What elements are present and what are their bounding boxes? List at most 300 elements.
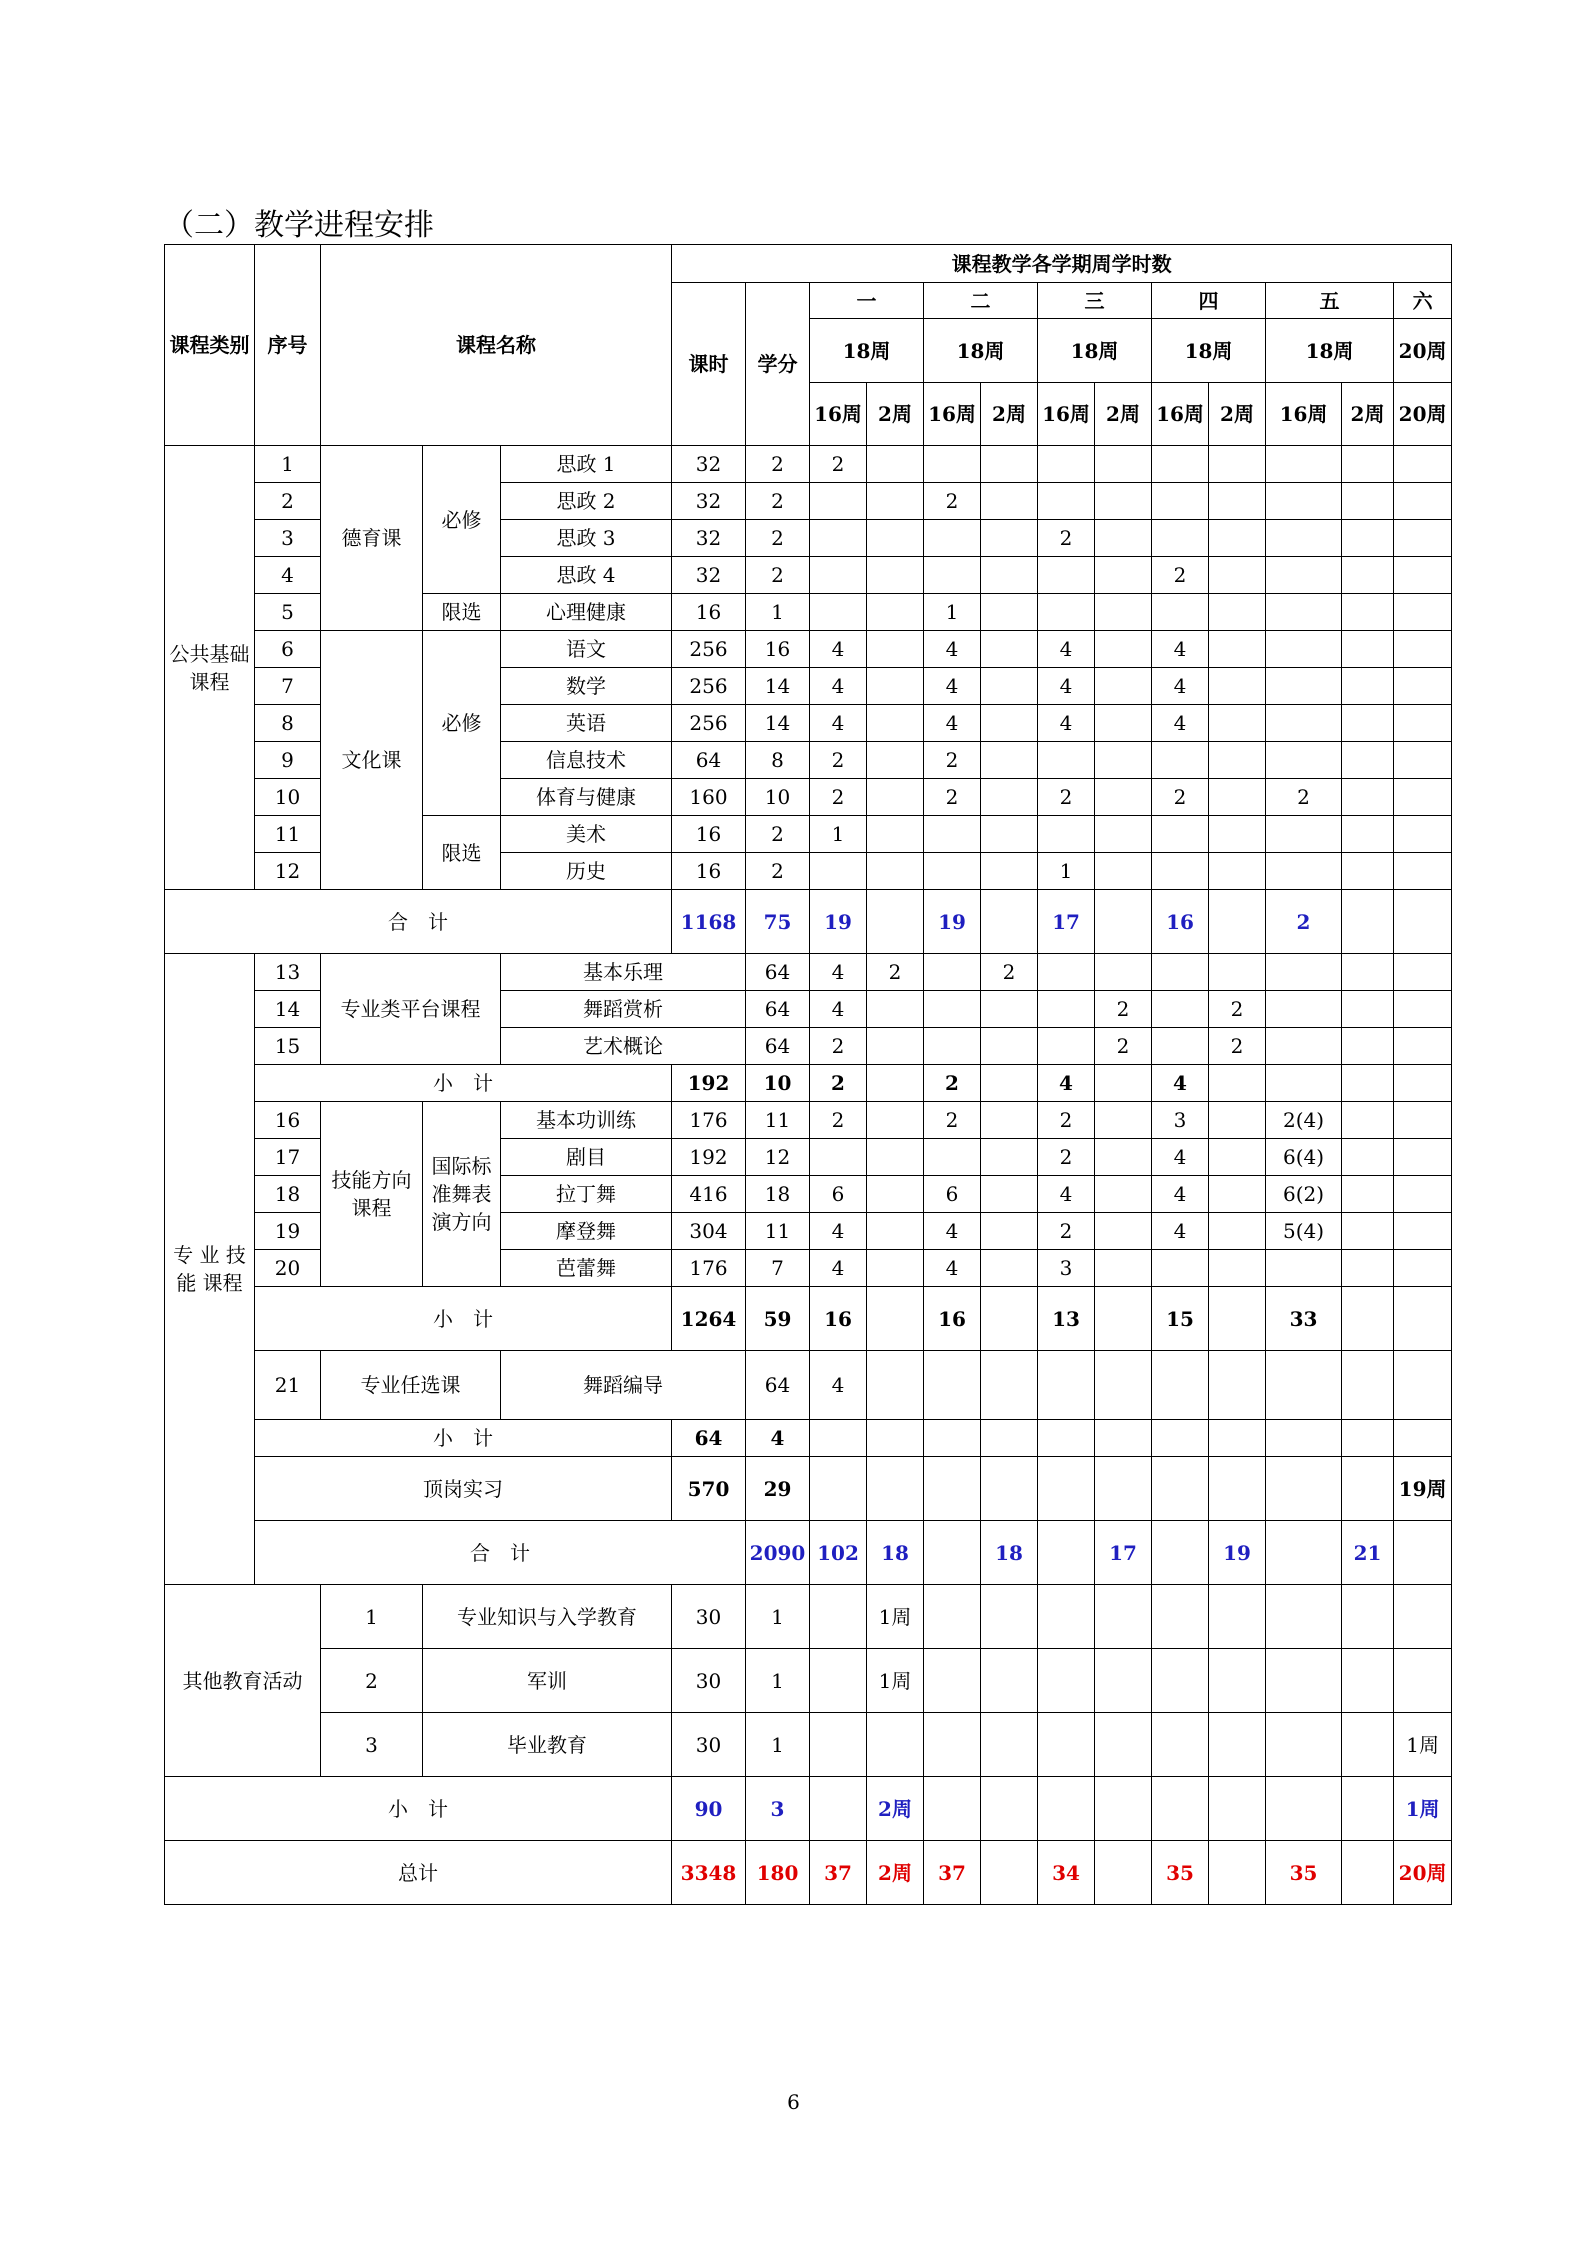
header-term-1: 一	[810, 283, 924, 319]
course-hours: 32	[672, 520, 746, 557]
term-value-t3a	[1095, 1351, 1152, 1420]
term-value-t3b	[1095, 594, 1152, 631]
term-value-t2b	[981, 1777, 1038, 1841]
term-value-t1b	[867, 816, 924, 853]
row-no: 20	[255, 1250, 321, 1287]
term-value-t5b	[1342, 1287, 1394, 1351]
course-hours: 416	[672, 1176, 746, 1213]
term-value-t5b	[1342, 520, 1394, 557]
term-value-t2a: 2	[924, 742, 981, 779]
term-value-t4b	[1209, 1250, 1266, 1287]
header-term-weeks-6: 20周	[1394, 319, 1452, 383]
course-name: 思政 4	[501, 557, 672, 594]
term-value-t2a	[981, 1028, 1038, 1065]
term-value-t5a: 33	[1266, 1287, 1342, 1351]
course-hours: 64	[672, 742, 746, 779]
term-value-t5a: 2	[1266, 890, 1342, 954]
term-value-t5b	[1342, 557, 1394, 594]
term-value-t3a	[1038, 1457, 1095, 1521]
professional-total-hours: 2090	[746, 1521, 810, 1585]
term-value-t3b	[1095, 668, 1152, 705]
term-value-t3a: 4	[1038, 1176, 1095, 1213]
term-value-t3a: 2	[1095, 1028, 1152, 1065]
term-value-t4b	[1209, 1139, 1266, 1176]
term-value-t1a: 18	[867, 1521, 924, 1585]
term-value-t1b	[867, 1065, 924, 1102]
term-value-t4b	[1209, 779, 1266, 816]
table-row	[165, 1102, 1452, 1139]
term-value-t4a	[1152, 1250, 1209, 1287]
term-value-t1b: 1周	[867, 1649, 924, 1713]
table-row	[165, 1420, 1452, 1457]
term-value-t6: 20周	[1394, 1841, 1452, 1905]
subtotal-label: 小 计	[255, 1065, 672, 1102]
term-value-t2a	[924, 1649, 981, 1713]
subtotal-hours: 64	[672, 1420, 746, 1457]
term-value-t2b	[981, 853, 1038, 890]
term-value-t4b	[1209, 446, 1266, 483]
term-value-t1b	[867, 1457, 924, 1521]
term-value-t2b	[981, 668, 1038, 705]
header-term-weeks-4: 18周	[1152, 319, 1266, 383]
row-no: 2	[321, 1649, 423, 1713]
course-name: 思政 2	[501, 483, 672, 520]
term-value-t5a	[1266, 816, 1342, 853]
term-value-t4a: 19	[1209, 1521, 1266, 1585]
term-value-t5b	[1342, 1420, 1394, 1457]
term-value-t4a	[1152, 1777, 1209, 1841]
term-value-t4b	[1209, 483, 1266, 520]
term-value-t2b	[981, 705, 1038, 742]
row-no: 8	[255, 705, 321, 742]
other-subtotal-hours: 90	[672, 1777, 746, 1841]
public-total-hours: 1168	[672, 890, 746, 954]
term-value-t2b	[981, 1585, 1038, 1649]
header-weekly-title: 课程教学各学期周学时数	[672, 245, 1452, 283]
course-name: 基本功训练	[501, 1102, 672, 1139]
term-value-t1a	[810, 483, 867, 520]
term-value-t4a: 2	[1209, 1028, 1266, 1065]
term-value-t3a: 34	[1038, 1841, 1095, 1905]
term-value-t2b	[981, 1139, 1038, 1176]
term-value-t4a: 2	[1209, 991, 1266, 1028]
term-value-t3b	[1095, 816, 1152, 853]
schedule-table	[164, 244, 1452, 1905]
course-name: 军训	[423, 1649, 672, 1713]
table-row	[165, 954, 1452, 991]
subtotal-credits: 59	[746, 1287, 810, 1351]
type-required: 必修	[423, 446, 501, 594]
term-value-t2a: 4	[924, 631, 981, 668]
header-subweek: 16周	[1038, 383, 1095, 446]
term-value-t5b	[1342, 853, 1394, 890]
course-name: 舞蹈赏析	[501, 991, 746, 1028]
term-value-t5a	[1342, 1351, 1394, 1420]
term-value-t1b	[867, 705, 924, 742]
course-hours: 16	[672, 816, 746, 853]
professional-total-credits: 102	[810, 1521, 867, 1585]
term-value-t2a	[981, 991, 1038, 1028]
row-no: 1	[255, 446, 321, 483]
course-credits: 8	[746, 742, 810, 779]
term-value-t3a: 4	[1038, 705, 1095, 742]
term-value-t4b	[1209, 1585, 1266, 1649]
row-no: 7	[255, 668, 321, 705]
term-value-t2a: 19	[924, 890, 981, 954]
type-elective: 限选	[423, 816, 501, 890]
table-row	[165, 1777, 1452, 1841]
term-value-t5b	[1342, 1250, 1394, 1287]
term-value-t6	[1394, 594, 1452, 631]
row-no: 3	[255, 520, 321, 557]
header-subweek: 16周	[924, 383, 981, 446]
term-value-t3b	[1095, 1841, 1152, 1905]
term-value-t5b	[1342, 890, 1394, 954]
term-value-t3a: 3	[1038, 1250, 1095, 1287]
header-subweek: 16周	[810, 383, 867, 446]
term-value-t4b	[1209, 1213, 1266, 1250]
term-value-t1b	[924, 1028, 981, 1065]
term-value-t1b	[867, 742, 924, 779]
term-value-t3a	[1038, 446, 1095, 483]
course-hours: 30	[672, 1585, 746, 1649]
row-no: 12	[255, 853, 321, 890]
course-hours: 304	[672, 1213, 746, 1250]
row-no: 1	[321, 1585, 423, 1649]
term-value-t4b	[1209, 1713, 1266, 1777]
term-value-t2a: 4	[924, 705, 981, 742]
term-value-t1b	[867, 890, 924, 954]
term-value-t2a: 6	[924, 1176, 981, 1213]
term-value-t6: 19周	[1394, 1457, 1452, 1521]
term-value-t5a: 6(2)	[1266, 1176, 1342, 1213]
grand-total-label: 总计	[165, 1841, 672, 1905]
term-value-t4a: 35	[1152, 1841, 1209, 1905]
internship-hours: 570	[672, 1457, 746, 1521]
term-value-t5b	[1342, 816, 1394, 853]
term-value-t1b	[924, 1351, 981, 1420]
term-value-t2b	[981, 1176, 1038, 1213]
internship-credits: 29	[746, 1457, 810, 1521]
term-value-t4b	[1209, 1176, 1266, 1213]
term-value-t3a	[1038, 1777, 1095, 1841]
term-value-t3b	[1095, 483, 1152, 520]
term-value-t6	[1394, 853, 1452, 890]
term-value-t2b	[981, 890, 1038, 954]
header-credits: 学分	[746, 283, 810, 446]
header-term-4: 四	[1152, 283, 1266, 319]
header-subweek: 2周	[1209, 383, 1266, 446]
term-value-t2a	[924, 1457, 981, 1521]
term-value-t6	[1394, 1065, 1452, 1102]
term-value-t4a: 2	[1152, 557, 1209, 594]
table-row	[165, 631, 1452, 668]
term-value-t1a	[810, 594, 867, 631]
course-credits: 1	[746, 1713, 810, 1777]
course-credits: 2	[746, 446, 810, 483]
term-value-t2a	[924, 446, 981, 483]
course-credits: 1	[746, 594, 810, 631]
row-no: 11	[255, 816, 321, 853]
term-value-t4b	[1209, 1457, 1266, 1521]
course-credits: 4	[810, 1351, 867, 1420]
subtotal-label: 小 计	[255, 1420, 672, 1457]
course-name: 信息技术	[501, 742, 672, 779]
term-value-t3b	[1095, 1139, 1152, 1176]
course-name: 剧目	[501, 1139, 672, 1176]
header-term-6: 六	[1394, 283, 1452, 319]
term-value-t5a: 2(4)	[1266, 1102, 1342, 1139]
term-value-t2b	[981, 1213, 1038, 1250]
term-value-t1b	[924, 954, 981, 991]
header-term-3: 三	[1038, 283, 1152, 319]
term-value-t4a	[1152, 446, 1209, 483]
term-value-t3b	[1152, 954, 1209, 991]
row-no: 16	[255, 1102, 321, 1139]
term-value-t3b	[1095, 853, 1152, 890]
term-value-t2b	[981, 483, 1038, 520]
term-value-t3b	[1095, 779, 1152, 816]
term-value-t3b	[1095, 1649, 1152, 1713]
term-value-t4b	[1266, 1521, 1342, 1585]
row-no: 14	[255, 991, 321, 1028]
term-value-t1a: 4	[810, 631, 867, 668]
course-hours: 32	[672, 446, 746, 483]
course-hours: 16	[672, 594, 746, 631]
course-hours: 256	[672, 631, 746, 668]
term-value-t1b	[867, 1102, 924, 1139]
table-row	[165, 1287, 1452, 1351]
row-no: 19	[255, 1213, 321, 1250]
term-value-t4a: 4	[1152, 1176, 1209, 1213]
term-value-t4a	[1152, 1457, 1209, 1521]
term-value-t1b	[867, 483, 924, 520]
group-skills: 技能方向课程	[321, 1102, 423, 1287]
term-value-t1a	[867, 991, 924, 1028]
header-seq: 序号	[255, 245, 321, 446]
term-value-t1b	[867, 557, 924, 594]
term-value-t3a: 2	[1038, 779, 1095, 816]
subtotal-credits: 4	[746, 1420, 810, 1457]
term-value-t2b	[981, 446, 1038, 483]
term-value-t2b	[981, 779, 1038, 816]
term-value-t5a	[1266, 1457, 1342, 1521]
term-value-t1a	[867, 1028, 924, 1065]
term-value-t2a: 2	[924, 1065, 981, 1102]
course-credits: 1	[746, 1585, 810, 1649]
term-value-t5b	[1342, 483, 1394, 520]
term-value-t2b	[1038, 1028, 1095, 1065]
subtotal-label: 小 计	[255, 1287, 672, 1351]
term-value-t5b	[1342, 1457, 1394, 1521]
course-hours: 176	[672, 1250, 746, 1287]
term-value-t1a: 4	[810, 1213, 867, 1250]
term-value-t2b	[981, 1457, 1038, 1521]
term-value-t4b	[1209, 742, 1266, 779]
term-value-t1b	[867, 1213, 924, 1250]
term-value-t5a	[1266, 594, 1342, 631]
group-direction: 国际标准舞表演方向	[423, 1102, 501, 1287]
term-value-t6	[1394, 1102, 1452, 1139]
header-subweek: 16周	[1266, 383, 1342, 446]
term-value-t4b	[1209, 520, 1266, 557]
course-hours: 16	[672, 853, 746, 890]
term-value-t1a	[810, 1649, 867, 1713]
course-hours: 30	[672, 1649, 746, 1713]
header-subweek: 2周	[1342, 383, 1394, 446]
term-value-t6	[1394, 1585, 1452, 1649]
term-value-t3b	[1095, 1065, 1152, 1102]
term-value-t5a	[1266, 1420, 1342, 1457]
term-value-t6	[1394, 483, 1452, 520]
header-term-2: 二	[924, 283, 1038, 319]
term-value-t3a	[1038, 594, 1095, 631]
term-value-t1a: 19	[810, 890, 867, 954]
term-value-t1a: 4	[810, 705, 867, 742]
term-value-t5a	[1266, 1250, 1342, 1287]
header-subweek: 20周	[1394, 383, 1452, 446]
term-value-t2a	[924, 1420, 981, 1457]
term-value-t1b	[867, 594, 924, 631]
term-value-t3b	[1095, 705, 1152, 742]
term-value-t5b	[1394, 991, 1452, 1028]
row-no: 2	[255, 483, 321, 520]
term-value-t4a	[1209, 1351, 1266, 1420]
table-row	[165, 1351, 1452, 1420]
term-value-t3a	[1038, 1649, 1095, 1713]
row-no: 18	[255, 1176, 321, 1213]
course-name: 语文	[501, 631, 672, 668]
row-no: 3	[321, 1713, 423, 1777]
course-credits: 2	[746, 816, 810, 853]
category-other: 其他教育活动	[165, 1585, 321, 1777]
term-value-t3a: 4	[1038, 631, 1095, 668]
term-value-t3a	[1038, 742, 1095, 779]
row-no: 15	[255, 1028, 321, 1065]
grand-total-credits: 180	[746, 1841, 810, 1905]
term-value-t2b	[981, 1841, 1038, 1905]
term-value-t3b	[1152, 1351, 1209, 1420]
term-value-t4b	[1209, 1649, 1266, 1713]
term-value-t2a: 2	[924, 1102, 981, 1139]
group-moral: 德育课	[321, 446, 423, 631]
course-credits: 14	[746, 705, 810, 742]
table-row	[165, 446, 1452, 483]
term-value-t1b	[867, 668, 924, 705]
header-subweek: 2周	[1095, 383, 1152, 446]
course-credits: 2	[810, 1028, 867, 1065]
term-value-t5a	[1266, 1649, 1342, 1713]
group-culture: 文化课	[321, 631, 423, 890]
row-no: 5	[255, 594, 321, 631]
term-value-t4b	[1209, 1841, 1266, 1905]
professional-total-label: 合 计	[255, 1521, 746, 1585]
course-credits: 2	[746, 483, 810, 520]
course-name: 英语	[501, 705, 672, 742]
term-value-t4a	[1152, 1420, 1209, 1457]
term-value-t3b	[1095, 1250, 1152, 1287]
term-value-t4b	[1266, 1028, 1342, 1065]
term-value-t3a	[1038, 483, 1095, 520]
term-value-t5b	[1342, 668, 1394, 705]
term-value-t5a: 2	[1266, 779, 1342, 816]
term-value-t4b	[1209, 594, 1266, 631]
term-value-t5b	[1342, 742, 1394, 779]
term-value-t4a	[1209, 954, 1266, 991]
term-value-t1b: 2周	[867, 1841, 924, 1905]
term-value-t3b	[1095, 1585, 1152, 1649]
row-no: 6	[255, 631, 321, 668]
term-value-t3a	[1038, 1420, 1095, 1457]
other-subtotal-credits: 3	[746, 1777, 810, 1841]
term-value-t3a: 2	[1038, 520, 1095, 557]
term-value-t2b	[981, 1713, 1038, 1777]
term-value-t3b	[1095, 1102, 1152, 1139]
term-value-t4a: 2	[1152, 779, 1209, 816]
course-name: 芭蕾舞	[501, 1250, 672, 1287]
course-name: 思政 1	[501, 446, 672, 483]
course-hours: 192	[672, 1139, 746, 1176]
course-credits: 1	[746, 1649, 810, 1713]
term-value-t4b	[1209, 1287, 1266, 1351]
term-value-t6: 1周	[1394, 1777, 1452, 1841]
term-value-t2a: 2	[924, 779, 981, 816]
term-value-t1a	[810, 520, 867, 557]
term-value-t6	[1394, 668, 1452, 705]
term-value-t5b	[1342, 1585, 1394, 1649]
course-hours: 32	[672, 483, 746, 520]
course-credits: 4	[810, 954, 867, 991]
row-no: 4	[255, 557, 321, 594]
course-hours: 64	[746, 954, 810, 991]
term-value-t2b	[981, 816, 1038, 853]
term-value-t4a	[1152, 1649, 1209, 1713]
term-value-t2b	[1038, 1351, 1095, 1420]
term-value-t6	[1394, 1139, 1452, 1176]
term-value-t1b	[867, 853, 924, 890]
term-value-t5b	[1342, 1777, 1394, 1841]
course-name: 数学	[501, 668, 672, 705]
term-value-t4b	[1209, 1777, 1266, 1841]
term-value-t1a	[810, 1585, 867, 1649]
course-credits: 10	[746, 779, 810, 816]
term-value-t1a: 16	[810, 1287, 867, 1351]
term-value-t5b	[1394, 1351, 1452, 1420]
term-value-t1a	[810, 853, 867, 890]
term-value-t5b	[1342, 446, 1394, 483]
term-value-t5a: 5(4)	[1266, 1213, 1342, 1250]
term-value-t3a: 4	[1038, 668, 1095, 705]
term-value-t1a	[810, 1139, 867, 1176]
term-value-t5a	[1266, 520, 1342, 557]
term-value-t5b	[1342, 1176, 1394, 1213]
term-value-t3b	[1152, 991, 1209, 1028]
term-value-t2b	[981, 1420, 1038, 1457]
term-value-t2a: 4	[924, 668, 981, 705]
term-value-t3a: 1	[1038, 853, 1095, 890]
term-value-t6	[1394, 1213, 1452, 1250]
term-value-t6	[1394, 1420, 1452, 1457]
term-value-t6	[1394, 705, 1452, 742]
course-credits: 7	[746, 1250, 810, 1287]
table-row	[165, 1065, 1452, 1102]
term-value-t4b	[1209, 705, 1266, 742]
term-value-t1b	[867, 1713, 924, 1777]
course-name: 专业知识与入学教育	[423, 1585, 672, 1649]
term-value-t1b	[867, 1139, 924, 1176]
term-value-t1b	[867, 520, 924, 557]
term-value-t5a	[1266, 742, 1342, 779]
